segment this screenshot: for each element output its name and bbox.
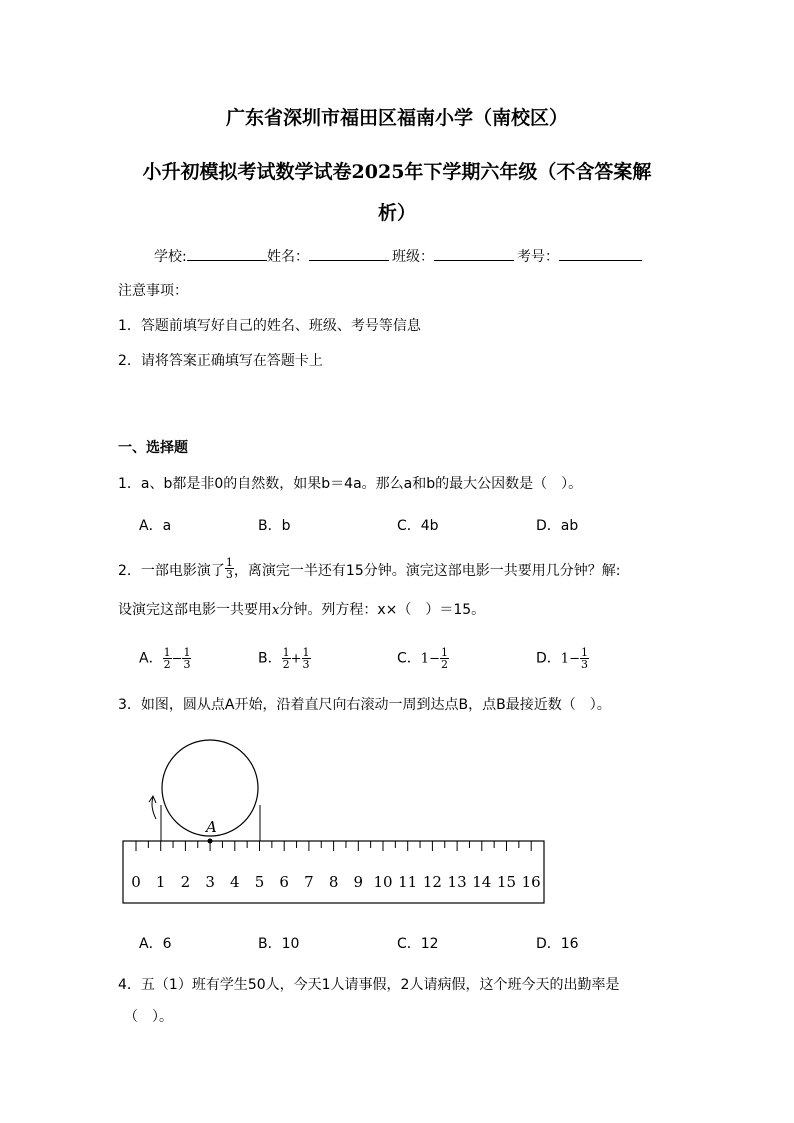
- q1-option-a[interactable]: A．a: [139, 518, 172, 534]
- ruler-number-label: 1: [155, 873, 166, 891]
- q3-option-d[interactable]: D．16: [536, 936, 579, 952]
- ruler-numbers: [131, 873, 541, 891]
- exam-number-label: 考号：: [517, 249, 559, 265]
- name-blank[interactable]: [309, 247, 389, 261]
- question-2-stem: [118, 555, 621, 581]
- ruler-number-label: 5: [254, 873, 265, 891]
- school-label: 学校:: [154, 249, 187, 265]
- notes-heading: 注意事项：: [118, 283, 188, 299]
- ruler-number-label: 14: [472, 873, 492, 891]
- school-field[interactable]: [154, 246, 267, 266]
- ruler-number-label: 8: [328, 873, 339, 891]
- point-a-label: A: [206, 818, 217, 836]
- exam-number-blank[interactable]: [559, 247, 642, 261]
- ruler-circle-figure: [110, 735, 560, 910]
- ruler-number-label: 11: [398, 873, 418, 891]
- q2-option-c[interactable]: C．1− $\frac{1}{2}$: [397, 646, 448, 671]
- q2-option-a[interactable]: A． $\frac{1}{2}$ − $\frac{1}{3}$: [139, 646, 191, 671]
- ruler-number-label: 10: [373, 873, 393, 891]
- page-title: 广东省深圳市福田区福南小学（南校区）: [225, 107, 568, 129]
- class-label: 班级：: [392, 249, 434, 265]
- roll-direction-arrow-icon: [152, 797, 156, 819]
- note-item-2: 2．请将答案正确填写在答题卡上: [118, 353, 323, 369]
- ruler-ticks: [136, 841, 531, 851]
- name-label: 姓名：: [267, 249, 309, 265]
- name-field[interactable]: [267, 246, 389, 266]
- question-4-stem-line2: （ ）。: [124, 1009, 173, 1025]
- q2-stem-part2: ，离演完一半还有15分钟。演完这部电影一共要用几分钟？解:: [233, 563, 621, 579]
- ruler-number-label: 12: [422, 873, 442, 891]
- ruler-number-label: 13: [447, 873, 467, 891]
- school-blank[interactable]: [187, 247, 267, 261]
- q2-option-d[interactable]: D．1− $\frac{1}{3}$: [536, 646, 588, 671]
- ruler-number-label: 6: [279, 873, 289, 891]
- ruler-number-label: 7: [304, 873, 314, 891]
- exam-number-field[interactable]: [517, 246, 642, 266]
- class-blank[interactable]: [434, 247, 514, 261]
- page-subtitle: 小升初模拟考试数学试卷2025年下学期六年级（不含答案解: [142, 161, 652, 183]
- question-1-stem: 1．a、b都是非0的自然数，如果b＝4a。那么a和b的最大公因数是（ ）。: [118, 476, 583, 492]
- q1-option-d[interactable]: D．ab: [536, 518, 579, 534]
- question-3-stem: 3．如图，圆从点A开始，沿着直尺向右滚动一周到达点B，点B最接近数（ ）。: [118, 697, 611, 713]
- question-4-stem: 4．五（1）班有学生50人，今天1人请事假，2人请病假，这个班今天的出勤率是: [118, 977, 620, 993]
- q1-option-b[interactable]: B．b: [258, 518, 291, 534]
- ruler-number-label: 2: [180, 873, 191, 891]
- ruler-number-label: 0: [131, 873, 141, 891]
- q2-option-b[interactable]: B． $\frac{1}{2}$ + $\frac{1}{3}$: [258, 646, 310, 671]
- ruler-number-label: 4: [230, 873, 240, 891]
- q1-option-c[interactable]: C．4b: [397, 518, 439, 534]
- ruler-number-label: 16: [521, 873, 541, 891]
- ruler-number-label: 3: [205, 873, 215, 891]
- page-subtitle-continued: 析）: [377, 202, 416, 224]
- note-item-1: 1．答题前填写好自己的姓名、班级、考号等信息: [118, 318, 421, 334]
- q2-stem-fraction: $\frac{1}{3}$: [225, 555, 233, 581]
- class-field[interactable]: [392, 246, 514, 266]
- question-2-stem-line2: 设演完这部电影一共要用x分钟。列方程：x×（ ）＝15。: [118, 602, 486, 618]
- q3-option-b[interactable]: B．10: [258, 936, 300, 952]
- ruler-number-label: 15: [496, 873, 517, 891]
- ruler-number-label: 9: [353, 873, 364, 891]
- section-heading: 一、选择题: [118, 440, 188, 456]
- q3-option-a[interactable]: A．6: [139, 936, 172, 952]
- q3-option-c[interactable]: C．12: [397, 936, 439, 952]
- q2-stem-part1: 2．一部电影演了: [118, 563, 225, 579]
